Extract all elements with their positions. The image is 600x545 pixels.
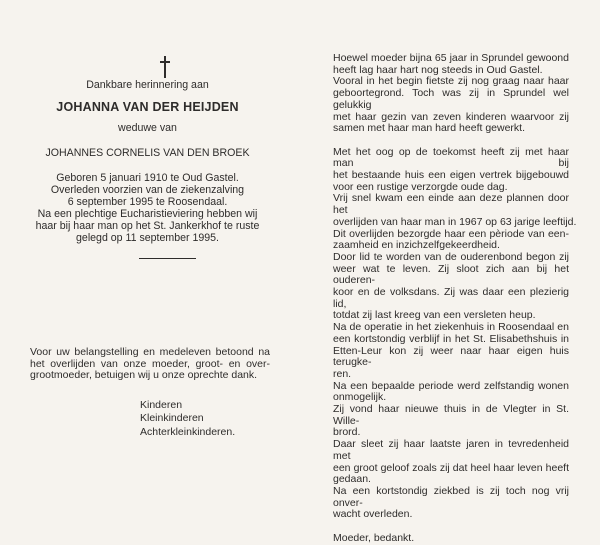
signature-line: Achterkleinkinderen.	[140, 425, 236, 438]
text-line: overlijden van haar man in 1967 op 63 jarige leeftijd.	[333, 215, 577, 228]
thanks-line: grootmoeder, betuigen wij u onze oprechte dank.	[30, 369, 258, 382]
text-line: een groot geloof zoals zij dat heel haar leven heeft	[333, 461, 569, 474]
text-line: Na een bepaalde periode werd zelfstandig wonen	[333, 379, 569, 392]
text-line: Zij vond haar nieuwe thuis in de Vlegter in St. Wille-	[333, 403, 569, 427]
deceased-name: JOHANNA VAN DER HEIJDEN	[56, 100, 239, 114]
thanks-line: het overlijden van onze moeder, groot- en over-	[30, 357, 270, 370]
text-line: geboortegrond. Toch was zij in Sprundel wel gelukkig	[333, 87, 569, 111]
text-line: Na een kortstondig ziekbed is zij toch nog vrij onver-	[333, 485, 569, 509]
signatures	[140, 399, 235, 439]
thanks-paragraph	[30, 347, 270, 382]
text-line: Door lid te worden van de ouderenbond begon zij	[333, 250, 569, 263]
cross-icon	[159, 56, 171, 78]
thanks-line: Voor uw belangstelling en medeleven betoond na	[30, 346, 270, 358]
text-line: Dit overlijden bezorgde haar een pèriode van een-	[333, 227, 569, 240]
text-line: een kortstondig verblijf in het St. Elisabethshuis in	[333, 332, 569, 345]
text-line: brord.	[333, 426, 361, 439]
text-line: weer wat te leven. Zij sloot zich aan bij het ouderen-	[333, 262, 569, 287]
text-line: koor en de volksdans. Zij was daar een plezierig lid,	[333, 286, 569, 310]
text-line: wacht overleden.	[333, 508, 413, 521]
text-line: Met het oog op de toekomst heeft zij met haar man bij	[333, 145, 569, 170]
closing-line: Moeder, bedankt.	[333, 531, 415, 544]
text-line: totdat zij last kreeg van een versleten heup.	[333, 309, 536, 322]
text-line: onmogelijk.	[333, 391, 387, 404]
text-line: Daar sleet zij haar laatste jaren in tevredenheid met	[333, 438, 569, 462]
details-block	[20, 172, 275, 244]
text-line: samen met haar man hard heeft gewerkt.	[333, 122, 526, 135]
intro-text: Dankbare herinnering aan	[86, 79, 209, 91]
text-line: zaamheid en inzichzelfgekeerdheid.	[333, 239, 500, 252]
memorial-right-text	[333, 52, 577, 545]
spouse-name: JOHANNES CORNELIS VAN DEN BROEK	[45, 147, 250, 159]
detail-line: Geboren 5 januari 1910 te Oud Gastel.	[56, 172, 239, 184]
text-line: gedaan.	[333, 473, 371, 486]
detail-line: gelegd op 11 september 1995.	[76, 232, 219, 244]
text-line: voor een rustige verzorgde oude dag.	[333, 180, 508, 193]
text-line: Vrij snel kwam een einde aan deze plannen door het	[333, 192, 569, 217]
divider	[139, 258, 196, 259]
detail-line: haar bij haar man op het St. Jankerkhof te ruste	[35, 220, 260, 232]
text-line: Etten-Leur kon zij weer naar haar eigen huis terugke-	[333, 344, 569, 369]
text-line: Vooral in het begin fietste zij nog graag naar haar	[333, 75, 569, 88]
text-line: het bestaande huis een eigen vertrek bijgebouwd	[333, 169, 569, 182]
detail-line: Overleden voorzien van de ziekenzalving	[50, 184, 245, 196]
detail-line: 6 september 1995 te Roosendaal.	[67, 196, 228, 208]
relation-text: weduwe van	[118, 122, 177, 134]
text-line: heeft lag haar hart nog steeds in Oud Gastel.	[333, 63, 543, 76]
signature-line: Kleinkinderen	[140, 412, 204, 425]
detail-line: Na een plechtige Eucharistieviering hebben wij	[37, 208, 258, 220]
signature-line: Kinderen	[140, 399, 183, 411]
text-line: ren.	[333, 367, 352, 380]
text-line: met haar gezin van zeven kinderen waarvoor zij	[333, 110, 569, 123]
text-line: Hoewel moeder bijna 65 jaar in Sprundel gewoond	[333, 52, 569, 64]
text-line: Na de operatie in het ziekenhuis in Roosendaal en	[333, 321, 569, 334]
